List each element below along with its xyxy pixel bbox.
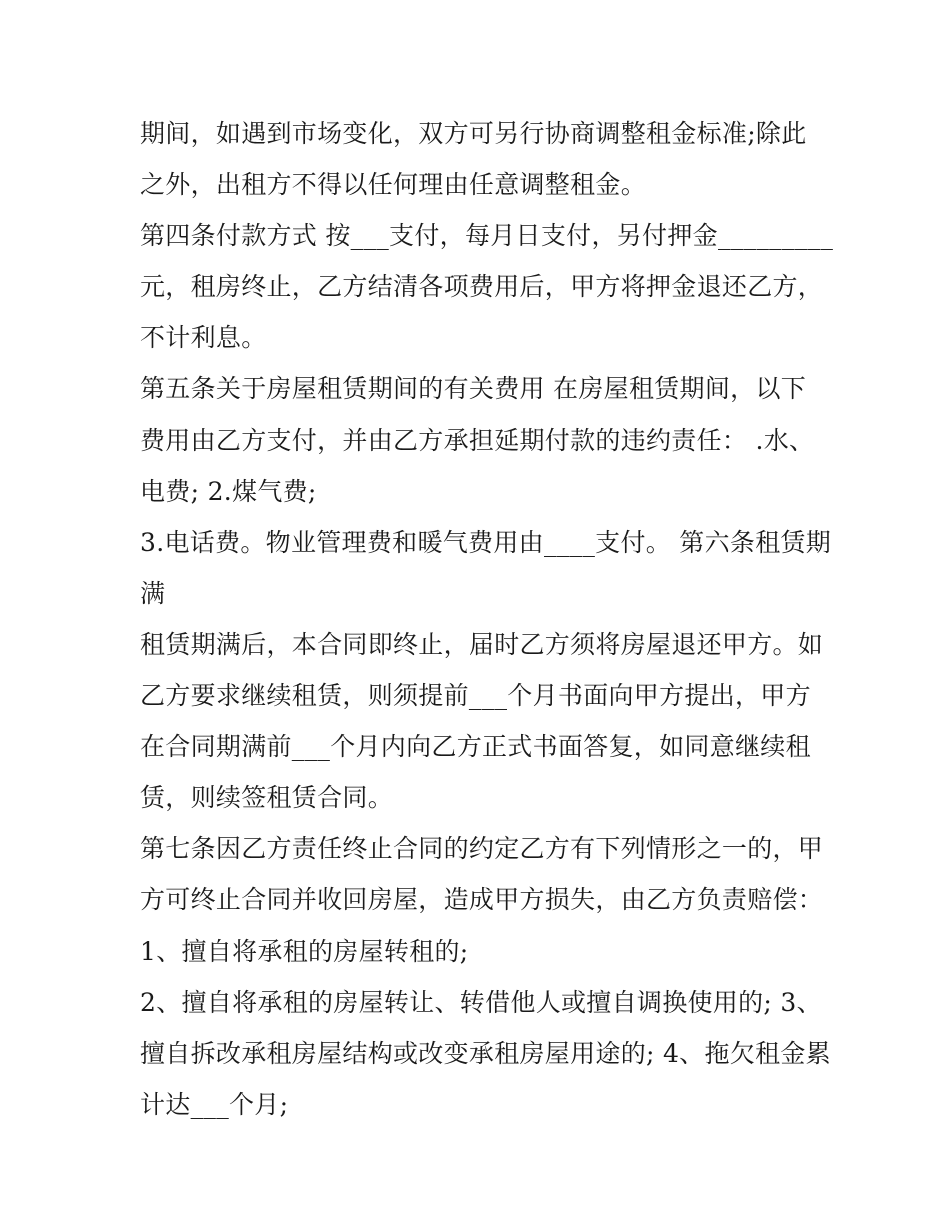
text-line: 2、擅自将承租的房屋转让、转借他人或擅自调换使用的; 3、 bbox=[140, 987, 822, 1017]
text-line: 计达___个月; bbox=[140, 1089, 289, 1119]
text-line: 1、擅自将承租的房屋转租的; bbox=[140, 936, 469, 966]
text-line: 租赁期满后，本合同即终止，届时乙方须将房屋退还甲方。如 bbox=[140, 629, 824, 659]
text-line: 第七条因乙方责任终止合同的约定乙方有下列情形之一的，甲 bbox=[140, 834, 824, 864]
text-line: 第五条关于房屋租赁期间的有关费用 在房屋租赁期间，以下 bbox=[140, 374, 807, 404]
text-line: 满 bbox=[140, 578, 166, 608]
text-line: 之外，出租方不得以任何理由任意调整租金。 bbox=[140, 170, 647, 200]
text-line: 3.电话费。物业管理费和暖气费用由____支付。 第六条租赁期 bbox=[140, 527, 832, 557]
text-line: 电费; 2.煤气费; bbox=[140, 476, 317, 506]
text-line: 第四条付款方式 按___支付，每月日支付，另付押金_________ bbox=[140, 221, 834, 251]
text-line: 元，租房终止，乙方结清各项费用后，甲方将押金退还乙方， bbox=[140, 272, 824, 302]
text-line: 擅自拆改承租房屋结构或改变承租房屋用途的; 4、拖欠租金累 bbox=[140, 1038, 831, 1068]
text-line: 期间，如遇到市场变化，双方可另行协商调整租金标准;除此 bbox=[140, 119, 807, 148]
document-body bbox=[140, 108, 834, 1130]
text-line: 乙方要求继续租赁，则须提前___个月书面向甲方提出，甲方 bbox=[140, 681, 811, 711]
text-line: 赁，则续签租赁合同。 bbox=[140, 783, 394, 813]
text-line: 费用由乙方支付，并由乙方承担延期付款的违约责任： .水、 bbox=[140, 425, 815, 455]
text-line: 在合同期满前___个月内向乙方正式书面答复，如同意继续租 bbox=[140, 732, 811, 762]
text-line: 方可终止合同并收回房屋，造成甲方损失，由乙方负责赔偿： bbox=[140, 885, 824, 915]
text-line: 不计利息。 bbox=[140, 323, 267, 353]
